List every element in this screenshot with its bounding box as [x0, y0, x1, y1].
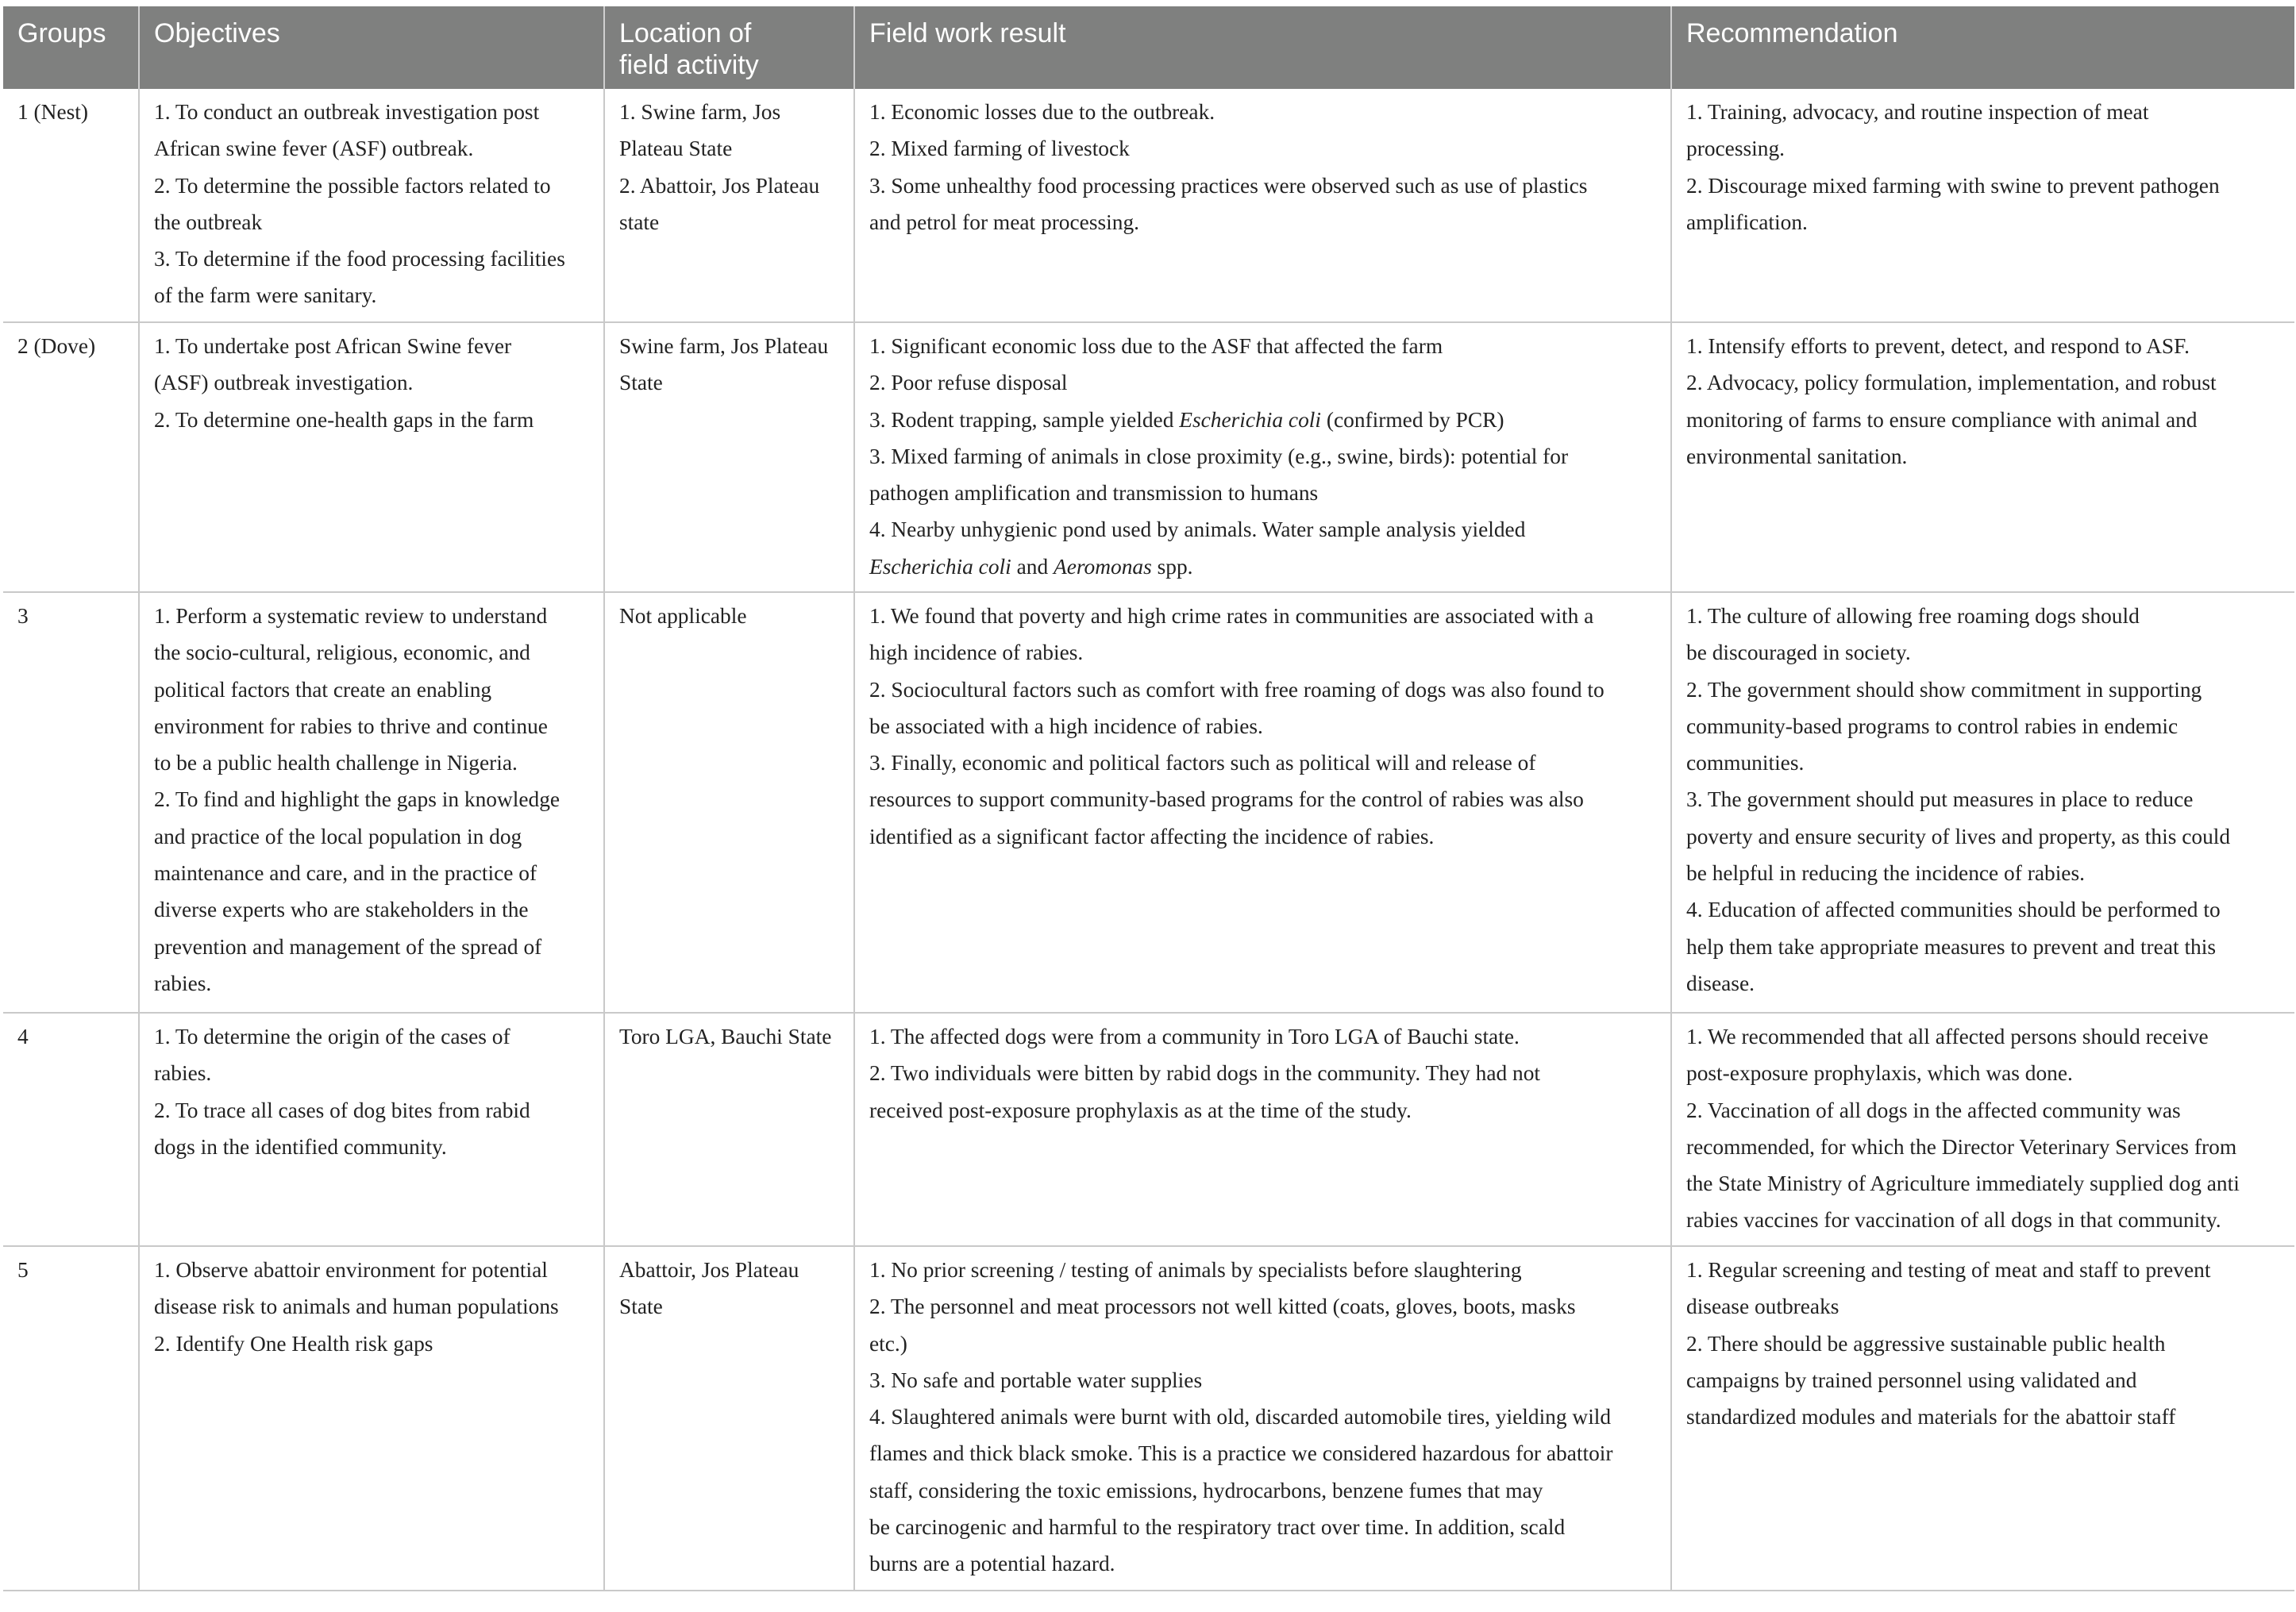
cell-line: 2. To determine one-health gaps in the farm	[154, 407, 534, 432]
cell-line: 1. Intensify efforts to prevent, detect, and respond to ASF.	[1686, 334, 2190, 358]
cell-line: high incidence of rabies.	[869, 641, 1084, 665]
cell-line: the outbreak	[154, 210, 263, 234]
cell-line: 1. Significant economic loss due to the ASF that affected the farm	[869, 334, 1443, 358]
cell-line: processing.	[1686, 137, 1785, 161]
recommendation-cell	[1671, 1013, 2294, 1246]
cell-line: 4. Nearby unhygienic pond used by animals. Water sample analysis yielded	[869, 517, 1526, 542]
cell-line: the socio-cultural, religious, economic, and	[154, 641, 530, 665]
cell-line: 2. To trace all cases of dog bites from rabid	[154, 1098, 530, 1122]
cell-line: 1. Observe abattoir environment for potential	[154, 1258, 548, 1282]
cell-line: African swine fever (ASF) outbreak.	[154, 137, 474, 161]
cell-line: 3. No safe and portable water supplies	[869, 1368, 1203, 1392]
table-body	[3, 89, 2294, 1591]
cell-line: 2. Identify One Health risk gaps	[154, 1331, 433, 1356]
location-cell	[604, 322, 854, 592]
cell-line: 2. To determine the possible factors related to	[154, 173, 551, 198]
cell-line: 2. The government should show commitment in supporting	[1686, 677, 2202, 702]
cell-line: be discouraged in society.	[1686, 641, 1911, 665]
results-cell	[854, 1013, 1671, 1246]
recommendation-cell	[1671, 592, 2294, 1013]
cell-line: 1. Swine farm, Jos	[619, 100, 781, 124]
cell-line: 3. Rodent trapping, sample yielded Escherichia coli (confirmed by PCR)	[869, 407, 1504, 432]
cell-line: 3. Mixed farming of animals in close proximity (e.g., swine, birds): potential for	[869, 444, 1569, 468]
cell-line: and practice of the local population in dog	[154, 824, 522, 848]
cell-line: to be a public health challenge in Nigeria.	[154, 751, 518, 775]
group-cell	[3, 592, 139, 1013]
cell-line: standardized modules and materials for the abattoir staff	[1686, 1405, 2176, 1429]
cell-line: 1. The affected dogs were from a community in Toro LGA of Bauchi state.	[869, 1025, 1520, 1048]
cell-line: 1. Training, advocacy, and routine inspection of meat	[1686, 100, 2149, 124]
location-cell	[604, 1246, 854, 1591]
location-cell	[604, 1013, 854, 1246]
table-row	[3, 1246, 2294, 1591]
cell-line: pathogen amplification and transmission to humans	[869, 481, 1319, 506]
cell-line: rabies.	[154, 971, 212, 995]
cell-line: 2. Vaccination of all dogs in the affected community was	[1686, 1098, 2181, 1122]
cell-line: and petrol for meat processing.	[869, 210, 1139, 234]
cell-line: 2. The personnel and meat processors not well kitted (coats, gloves, boots, masks	[869, 1295, 1576, 1319]
cell-line: rabies.	[154, 1061, 212, 1086]
cell-line: State	[619, 371, 663, 395]
cell-line: 4. Education of affected communities should be performed to	[1686, 898, 2221, 922]
cell-line: 2. Discourage mixed farming with swine to prevent pathogen	[1686, 173, 2220, 198]
cell-line: political factors that create an enabling	[154, 677, 492, 702]
cell-line: 2. Advocacy, policy formulation, implementation, and robust	[1686, 371, 2217, 395]
cell-line: 4	[17, 1025, 29, 1048]
recommendation-cell	[1671, 89, 2294, 322]
group-cell	[3, 1246, 139, 1591]
header-objectives: Objectives	[139, 6, 604, 89]
table-header	[3, 6, 2294, 89]
cell-line: communities.	[1686, 751, 1805, 775]
location-cell	[604, 592, 854, 1013]
results-cell	[854, 592, 1671, 1013]
cell-line: disease.	[1686, 971, 1755, 995]
header-field-work-result: Field work result	[854, 6, 1671, 89]
cell-line: 1. Perform a systematic review to understand	[154, 604, 548, 628]
header-groups: Groups	[3, 6, 139, 89]
group-cell	[3, 322, 139, 592]
header-location-line: Location of	[619, 18, 752, 48]
cell-line: 5	[17, 1258, 29, 1282]
field-activity-table	[3, 6, 2294, 1591]
cell-line: 2. Mixed farming of livestock	[869, 137, 1130, 161]
cell-line: be associated with a high incidence of rabies.	[869, 714, 1263, 738]
cell-line: Plateau State	[619, 137, 733, 161]
cell-line: 2. There should be aggressive sustainable public health	[1686, 1331, 2166, 1356]
cell-line: 1. Economic losses due to the outbreak.	[869, 100, 1215, 124]
location-cell	[604, 89, 854, 322]
cell-line: staff, considering the toxic emissions, hydrocarbons, benzene fumes that may	[869, 1478, 1543, 1502]
results-cell	[854, 1246, 1671, 1591]
table-row	[3, 1013, 2294, 1246]
cell-line: post-exposure prophylaxis, which was done.	[1686, 1061, 2073, 1086]
cell-line: 1. To determine the origin of the cases of	[154, 1025, 510, 1048]
objectives-cell	[139, 1246, 604, 1591]
cell-line: the State Ministry of Agriculture immediately supplied dog anti	[1686, 1171, 2240, 1196]
cell-line: Swine farm, Jos Plateau	[619, 334, 829, 358]
cell-line: received post-exposure prophylaxis as at the time of the study.	[869, 1098, 1412, 1122]
recommendation-cell	[1671, 1246, 2294, 1591]
cell-line: monitoring of farms to ensure compliance with animal and	[1686, 407, 2198, 432]
cell-line: poverty and ensure security of lives and property, as this could	[1686, 824, 2231, 848]
cell-line: 1 (Nest)	[17, 100, 88, 124]
cell-line: 2. To find and highlight the gaps in knowledge	[154, 787, 561, 812]
cell-line: Toro LGA, Bauchi State	[619, 1025, 832, 1048]
cell-line: 3	[17, 604, 29, 628]
cell-line: Escherichia coli and Aeromonas spp.	[869, 554, 1193, 579]
cell-line: dogs in the identified community.	[154, 1134, 447, 1159]
cell-line: 1. Regular screening and testing of meat and staff to prevent	[1686, 1258, 2211, 1282]
cell-line: 3. Some unhealthy food processing practices were observed such as use of plastics	[869, 173, 1588, 198]
cell-line: recommended, for which the Director Veterinary Services from	[1686, 1134, 2237, 1159]
cell-line: prevention and management of the spread of	[154, 934, 542, 959]
cell-line: be helpful in reducing the incidence of rabies.	[1686, 861, 2085, 886]
cell-line: identified as a significant factor affecting the incidence of rabies.	[869, 824, 1435, 848]
cell-line: environmental sanitation.	[1686, 444, 1908, 468]
header-location-line: field activity	[619, 50, 759, 80]
objectives-cell	[139, 1013, 604, 1246]
cell-line: Abattoir, Jos Plateau	[619, 1258, 799, 1282]
cell-line: 1. We found that poverty and high crime rates in communities are associated with a	[869, 604, 1594, 628]
cell-line: 1. To conduct an outbreak investigation post	[154, 100, 540, 124]
table-row	[3, 89, 2294, 322]
cell-line: (ASF) outbreak investigation.	[154, 371, 414, 395]
group-cell	[3, 1013, 139, 1246]
recommendation-cell	[1671, 322, 2294, 592]
cell-line: state	[619, 210, 660, 234]
cell-line: rabies vaccines for vaccination of all dogs in that community.	[1686, 1208, 2221, 1233]
cell-line: disease outbreaks	[1686, 1295, 1839, 1319]
objectives-cell	[139, 89, 604, 322]
cell-line: 2 (Dove)	[17, 334, 96, 358]
cell-line: 4. Slaughtered animals were burnt with old, discarded automobile tires, yielding wild	[869, 1405, 1612, 1429]
cell-line: 1. The culture of allowing free roaming dogs should	[1686, 604, 2140, 628]
cell-line: 1. No prior screening / testing of animals by specialists before slaughtering	[869, 1258, 1522, 1282]
cell-line: of the farm were sanitary.	[154, 283, 377, 308]
cell-line: 3. To determine if the food processing facilities	[154, 247, 565, 271]
objectives-cell	[139, 592, 604, 1013]
header-row	[3, 6, 2294, 89]
cell-line: maintenance and care, and in the practice of	[154, 861, 537, 886]
cell-line: 2. Poor refuse disposal	[869, 371, 1068, 395]
header-recommendation: Recommendation	[1671, 6, 2294, 89]
cell-line: etc.)	[869, 1331, 907, 1356]
cell-line: burns are a potential hazard.	[869, 1552, 1115, 1576]
cell-line: Not applicable	[619, 604, 747, 628]
cell-line: State	[619, 1295, 663, 1319]
group-cell	[3, 89, 139, 322]
cell-line: 3. The government should put measures in place to reduce	[1686, 787, 2194, 812]
cell-line: 2. Two individuals were bitten by rabid dogs in the community. They had not	[869, 1061, 1541, 1086]
results-cell	[854, 322, 1671, 592]
cell-line: community-based programs to control rabies in endemic	[1686, 714, 2179, 738]
cell-line: environment for rabies to thrive and continue	[154, 714, 548, 738]
objectives-cell	[139, 322, 604, 592]
cell-line: flames and thick black smoke. This is a practice we considered hazardous for abattoir	[869, 1441, 1613, 1466]
cell-line: campaigns by trained personnel using validated and	[1686, 1368, 2137, 1392]
cell-line: disease risk to animals and human populations	[154, 1295, 559, 1319]
cell-line: resources to support community-based programs for the control of rabies was also	[869, 787, 1584, 812]
cell-line: diverse experts who are stakeholders in the	[154, 898, 529, 922]
cell-line: help them take appropriate measures to prevent and treat this	[1686, 934, 2217, 959]
cell-line: 1. We recommended that all affected persons should receive	[1686, 1025, 2209, 1048]
header-location	[604, 6, 854, 89]
cell-line: 3. Finally, economic and political factors such as political will and release of	[869, 751, 1536, 775]
cell-line: amplification.	[1686, 210, 1808, 234]
results-cell	[854, 89, 1671, 322]
cell-line: 2. Sociocultural factors such as comfort with free roaming of dogs was also found to	[869, 677, 1605, 702]
cell-line: 2. Abattoir, Jos Plateau	[619, 173, 820, 198]
table-row	[3, 592, 2294, 1013]
table-row	[3, 322, 2294, 592]
cell-line: 1. To undertake post African Swine fever	[154, 334, 512, 358]
cell-line: be carcinogenic and harmful to the respiratory tract over time. In addition, scald	[869, 1515, 1566, 1540]
